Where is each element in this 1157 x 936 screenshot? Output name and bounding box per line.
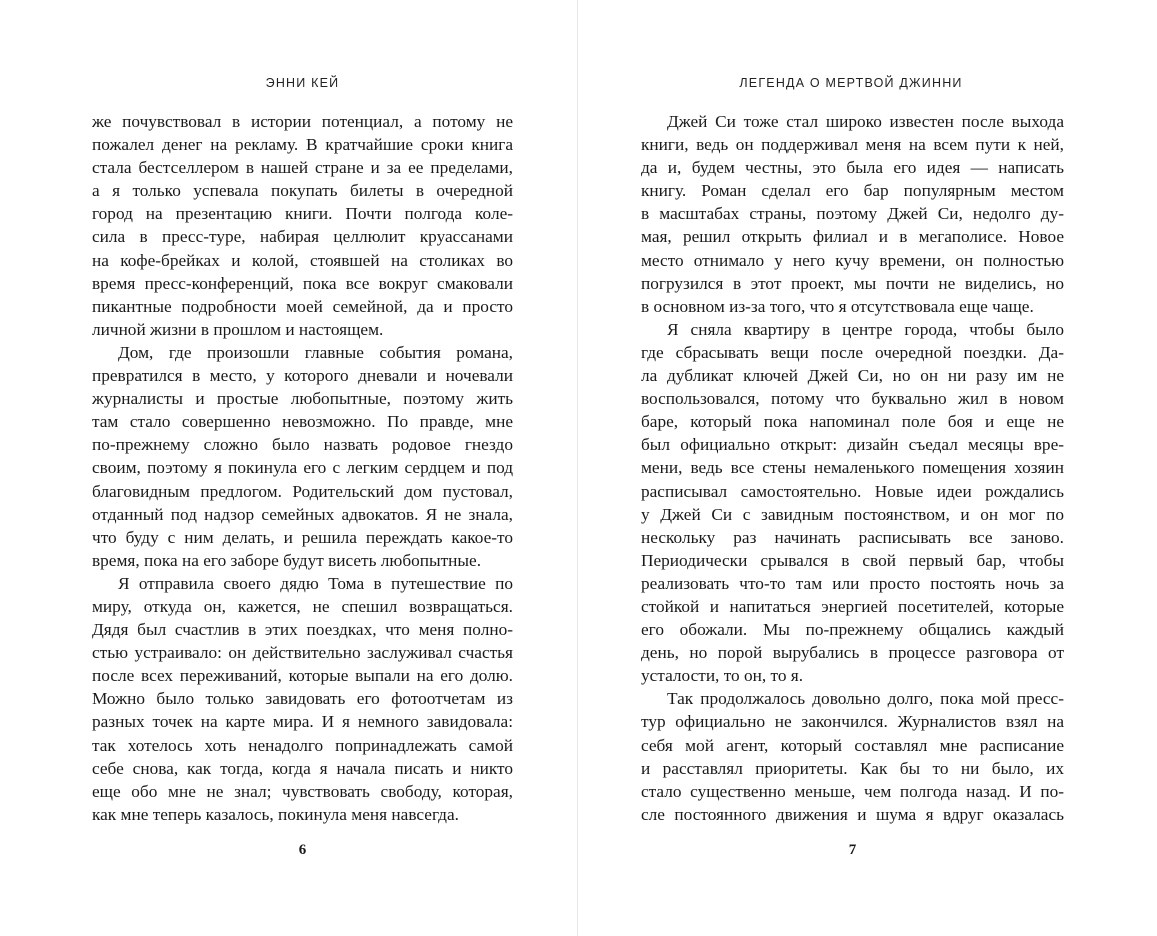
- text-line: баре, который пока напоминал поле боя и еще не: [641, 412, 1064, 432]
- left-page: [0, 0, 577, 936]
- text-line: погрузился в этот проект, мы почти не виделись, но: [641, 273, 1064, 293]
- text-line: по-прежнему сложно было назвать родовое гнездо: [92, 435, 513, 455]
- text-line: расписывал самостоятельно. Новые идеи рождались: [641, 481, 1064, 501]
- text-line: своим, поэтому я покинула его с легким сердцем и под: [92, 458, 513, 478]
- text-line: Джей Си тоже стал широко известен после выхода: [667, 112, 1064, 131]
- text-line: день, но порой вырубались в процессе разговора от: [641, 643, 1064, 663]
- text-line: ла дубликат ключей Джей Си, но он ни разу им не: [641, 366, 1064, 386]
- text-line: Периодически срывался в свой первый бар, чтобы: [641, 550, 1064, 570]
- text-line: мая, решил открыть филиал и в мегаполисе. Новое: [641, 227, 1064, 247]
- text-line: миру, откуда он, кажется, не спешил возвращаться.: [92, 596, 513, 616]
- text-line: еще обо мне не знал; чувствовать свободу, которая,: [92, 781, 513, 801]
- text-line: Я сняла квартиру в центре города, чтобы было: [667, 319, 1064, 339]
- running-head-title: ЛЕГЕНДА О МЕРТВОЙ ДЖИННИ: [739, 76, 963, 90]
- text-line: себе снова, как тогда, когда я начала писать и никто: [92, 758, 513, 778]
- text-line: да и, будем честны, это была его идея — написать: [641, 158, 1064, 178]
- text-line: так хотелось хоть ненадолго попринадлежать самой: [92, 735, 513, 755]
- text-line: сле постоянного движения и шума я вдруг оказалась: [641, 804, 1064, 824]
- text-line: книги, ведь он поддерживал меня на всем пути к ней,: [641, 135, 1064, 155]
- right-page-body: [641, 110, 1064, 826]
- text-line: сила в пресс-туре, набирая целлюлит круассанами: [92, 227, 513, 247]
- text-line: как мне теперь казалось, покинула меня навсегда.: [92, 804, 459, 824]
- text-line: стала бестселлером в нашей стране и за ее пределами,: [92, 158, 513, 178]
- text-line: и расставлял приоритеты. Как бы то ни было, их: [641, 758, 1064, 778]
- text-line: на кофе-брейках и колой, стоявшей на столиках во: [92, 250, 513, 270]
- text-line: Дом, где произошли главные события романа,: [118, 342, 513, 362]
- text-line: пикантные подробности моей семейной, да и просто: [92, 296, 513, 316]
- text-line: место отнимало у него кучу времени, он полностью: [641, 250, 1064, 270]
- text-line: мени, ведь все стены немаленького помещения хозяин: [641, 458, 1064, 478]
- text-line: его обожали. Мы по-прежнему общались каждый: [641, 620, 1064, 640]
- text-line: город на презентацию книги. Почти полгода коле-: [92, 204, 513, 224]
- text-line: личной жизни в прошлом и настоящем.: [92, 319, 384, 339]
- text-line: книгу. Роман сделал его бар популярным местом: [641, 181, 1064, 201]
- text-line: разных точек на карте мира. И я немного завидовала:: [92, 712, 513, 732]
- text-line: был официально открыт: дизайн съедал месяцы вре-: [641, 435, 1064, 455]
- text-line: там стало совершенно невозможно. По правде, мне: [92, 412, 513, 432]
- text-line: после всех переживаний, которые выпали на его долю.: [92, 666, 513, 686]
- text-line: где сбрасывать вещи после очередной поездки. Да-: [641, 342, 1064, 362]
- text-line: в масштабах страны, поэтому Джей Си, недолго ду-: [641, 204, 1064, 224]
- text-line: пожалел денег на рекламу. В кратчайшие сроки книга: [92, 135, 513, 155]
- page-number: 6: [298, 842, 307, 858]
- text-line: а я только успевала покупать билеты в очередной: [92, 181, 513, 201]
- right-page: [578, 0, 1157, 936]
- text-line: Дядя был счастлив в этих поездках, что меня полно-: [92, 620, 513, 640]
- text-line: Можно было только завидовать его фотоотчетам из: [92, 689, 513, 709]
- text-line: Так продолжалось довольно долго, пока мой пресс-: [667, 689, 1064, 709]
- text-line: себя мой агент, который составлял мне расписание: [641, 735, 1064, 755]
- left-page-body: [92, 110, 513, 826]
- text-line: тур официально не закончился. Журналистов взял на: [641, 712, 1064, 732]
- text-line: у Джей Си с завидным постоянством, и он мог по: [641, 504, 1064, 524]
- text-line: реализовать что-то там или просто постоять ночь за: [641, 573, 1064, 593]
- text-line: время пресс-конференций, пока все вокруг смаковали: [92, 273, 513, 293]
- text-line: стью устраивало: он действительно заслуживал счастья: [92, 643, 513, 663]
- text-line: стало существенно меньше, чем полгода назад. И по-: [641, 781, 1064, 801]
- text-line: Я отправила своего дядю Тома в путешествие по: [118, 573, 513, 593]
- text-line: благовидным предлогом. Родительский дом пустовал,: [92, 481, 513, 501]
- page-number: 7: [848, 842, 857, 858]
- text-line: журналисты и простые любопытные, поэтому жить: [92, 389, 513, 409]
- text-line: в основном из-за того, что я отсутствовала еще чаще.: [641, 296, 1034, 316]
- text-line: нескольку раз начинать расписывать все заново.: [641, 527, 1064, 547]
- text-line: превратился в место, у которого дневали и ночевали: [92, 366, 513, 386]
- text-line: же почувствовал в истории потенциал, а потому не: [92, 112, 513, 131]
- text-line: отданный под надзор семейных адвокатов. Я не знала,: [92, 504, 513, 524]
- text-line: время, пока на его заборе будут висеть любопытные.: [92, 550, 482, 570]
- text-line: воспользовался, потому что буквально жил в новом: [641, 389, 1064, 409]
- text-line: что буду с ним делать, и решила переждать какое-то: [92, 527, 513, 547]
- text-line: стойкой и напитаться энергией посетителей, которые: [641, 596, 1064, 616]
- text-line: усталости, то он, то я.: [641, 666, 804, 686]
- running-head-author: ЭННИ КЕЙ: [265, 76, 340, 90]
